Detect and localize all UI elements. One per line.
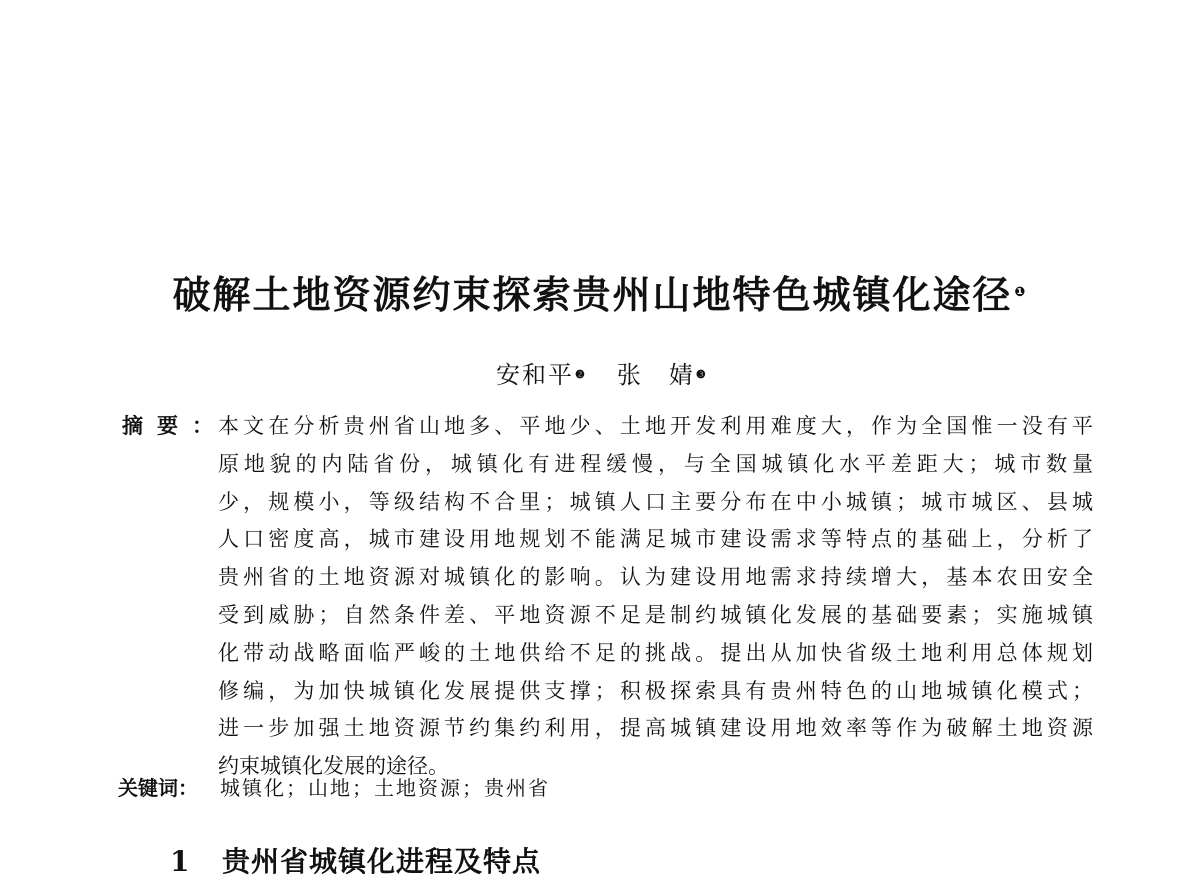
abstract-label-colon: ： [192, 414, 213, 438]
author-name: 张 婧 [616, 361, 695, 389]
abstract-line: 少，规模小，等级结构不合里；城镇人口主要分布在中小城镇；城市城区、县城 [218, 489, 1093, 514]
author-footnote-mark: ❸ [695, 368, 708, 381]
abstract-line: 修编，为加快城镇化发展提供支撑；积极探索具有贵州特色的山地城镇化模式； [218, 678, 1093, 703]
abstract-line: 受到威胁；自然条件差、平地资源不足是制约城镇化发展的基础要素；实施城镇 [218, 602, 1093, 627]
author-line [496, 358, 708, 392]
abstract-label [122, 409, 213, 443]
author-name: 安和平 [496, 361, 574, 389]
abstract-body [218, 409, 1093, 787]
abstract-line: 本文在分析贵州省山地多、平地少、土地开发利用难度大，作为全国惟一没有平 [218, 414, 1093, 438]
abstract-line: 进一步加强土地资源节约集约利用，提高城镇建设用地效率等作为破解土地资源 [218, 716, 1093, 741]
author-footnote-mark: ❷ [575, 368, 587, 381]
section-number: 1 [170, 845, 190, 878]
abstract-line: 化带动战略面临严峻的土地供给不足的挑战。提出从加快省级土地利用总体规划 [218, 640, 1093, 665]
abstract-label-text: 摘要 [122, 414, 192, 438]
title-text: 破解土地资源约束探索贵州山地特色城镇化途径 [172, 273, 1013, 317]
abstract-line: 约束城镇化发展的途径。 [218, 754, 449, 779]
abstract-line: 人口密度高，城市建设用地规划不能满足城市建设需求等特点的基础上，分析了 [218, 527, 1093, 552]
abstract-line: 原地貌的内陆省份，城镇化有进程缓慢，与全国城镇化水平差距大；城市数量 [218, 451, 1093, 476]
keywords-label: 关键词： [118, 776, 198, 800]
abstract-line: 贵州省的土地资源对城镇化的影响。认为建设用地需求持续增大，基本农田安全 [218, 565, 1093, 590]
keywords-text: 城镇化；山地；土地资源；贵州省 [220, 776, 550, 800]
section-heading: 贵州省城镇化进程及特点 [222, 845, 542, 878]
paper-title [0, 270, 1200, 320]
title-footnote-mark: ❶ [1014, 285, 1028, 300]
